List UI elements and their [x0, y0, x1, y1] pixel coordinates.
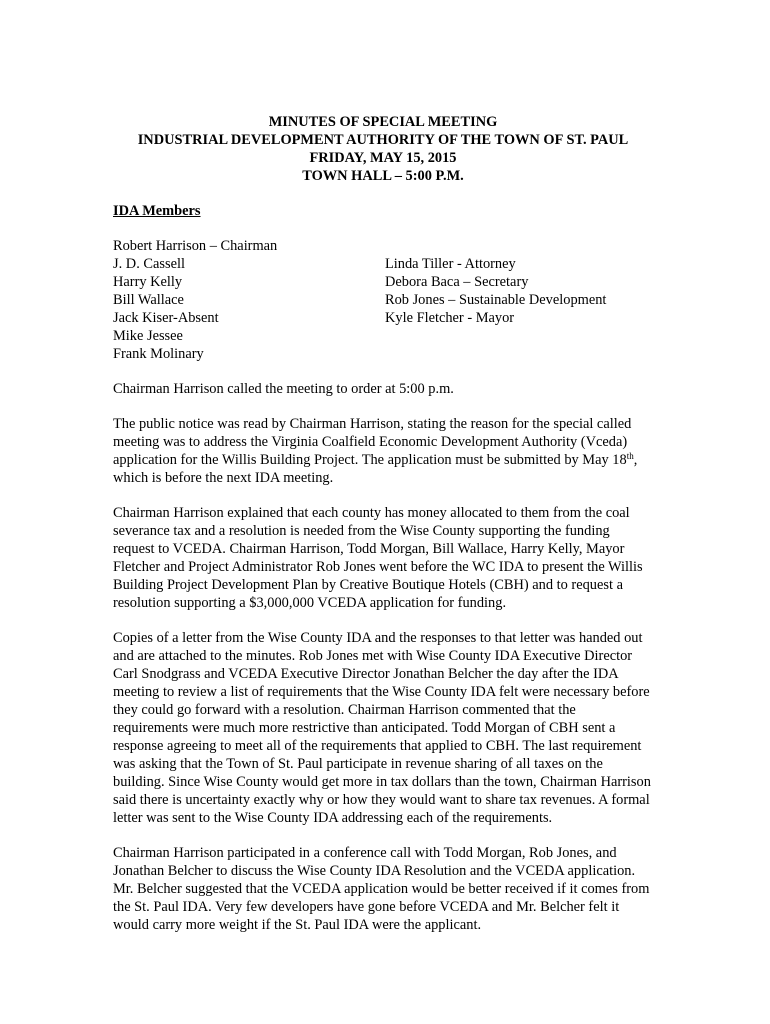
members-left-column — [113, 237, 277, 363]
ordinal-suffix: th — [626, 451, 634, 461]
member-entry: J. D. Cassell — [113, 256, 185, 272]
member-entry: Bill Wallace — [113, 292, 184, 308]
member-entry: Frank Molinary — [113, 346, 204, 362]
members-list — [113, 237, 653, 363]
heading-line-2: INDUSTRIAL DEVELOPMENT AUTHORITY OF THE TOWN OF ST. PAUL — [137, 132, 629, 148]
staff-entry: Rob Jones – Sustainable Development — [385, 292, 607, 308]
members-right-column — [385, 255, 606, 327]
member-entry: Harry Kelly — [113, 274, 183, 290]
heading-line-1: MINUTES OF SPECIAL MEETING — [268, 114, 498, 130]
document-heading — [113, 113, 653, 185]
paragraph-text: , which is before the next IDA meeting. — [113, 452, 638, 486]
member-entry: Jack Kiser-Absent — [113, 310, 219, 326]
paragraph-conference-call: Chairman Harrison participated in a conference call with Todd Morgan, Rob Jones, and Jonathan Belcher to discuss the Wise County IDA Resolution and the VCEDA application. Mr. Belcher suggested that the VCEDA application would be better received if it comes from the St. Paul IDA. Very few developers have gone before VCEDA and Mr. Belcher felt it would carry more weight if the St. Paul IDA were the applicant. — [113, 845, 650, 933]
members-section-title: IDA Members — [113, 203, 201, 219]
paragraph-text: The public notice was read by Chairman Harrison, stating the reason for the special called meeting was to address the Virginia Coalfield Economic Development Authority (Vceda) application for the Willis Building Project. The application must be submitted by May 18 — [113, 416, 632, 468]
heading-line-3: FRIDAY, MAY 15, 2015 — [309, 150, 457, 166]
heading-line-4: TOWN HALL – 5:00 P.M. — [302, 168, 464, 184]
paragraph-call-to-order: Chairman Harrison called the meeting to order at 5:00 p.m. — [113, 381, 454, 397]
paragraph-wise-county-letter: Copies of a letter from the Wise County IDA and the responses to that letter was handed out and are attached to the minutes. Rob Jones met with Wise County IDA Executive Director Carl Snodgrass and VCEDA Executive Director Jonathan Belcher the day after the IDA meeting to review a list of requirements that the Wise County IDA felt were necessary before they could go forward with a resolution. Chairman Harrison commented that the requirements were much more restrictive than anticipated. Todd Morgan of CBH sent a response agreeing to meet all of the requirements that applied to CBH. The last requirement was asking that the Town of St. Paul participate in revenue sharing of all taxes on the building. Since Wise County would get more in tax dollars than the town, Chairman Harrison said there is uncertainty exactly why or how they would want to share tax revenues. A formal letter was sent to the Wise County IDA addressing each of the requirements. — [113, 630, 651, 826]
staff-entry: Debora Baca – Secretary — [385, 274, 529, 290]
paragraph-public-notice — [113, 415, 653, 487]
staff-entry: Kyle Fletcher - Mayor — [385, 310, 515, 326]
document-page — [113, 113, 653, 934]
staff-entry: Linda Tiller - Attorney — [385, 256, 516, 272]
member-entry: Robert Harrison – Chairman — [113, 238, 278, 254]
paragraph-coal-severance: Chairman Harrison explained that each county has money allocated to them from the coal severance tax and a resolution is needed from the Wise County supporting the funding request to VCEDA. Chairman Harrison, Todd Morgan, Bill Wallace, Harry Kelly, Mayor Fletcher and Project Administrator Rob Jones went before the WC IDA to present the Willis Building Project Development Plan by Creative Boutique Hotels (CBH) and to request a resolution supporting a $3,000,000 VCEDA application for funding. — [113, 505, 643, 611]
member-entry: Mike Jessee — [113, 328, 183, 344]
